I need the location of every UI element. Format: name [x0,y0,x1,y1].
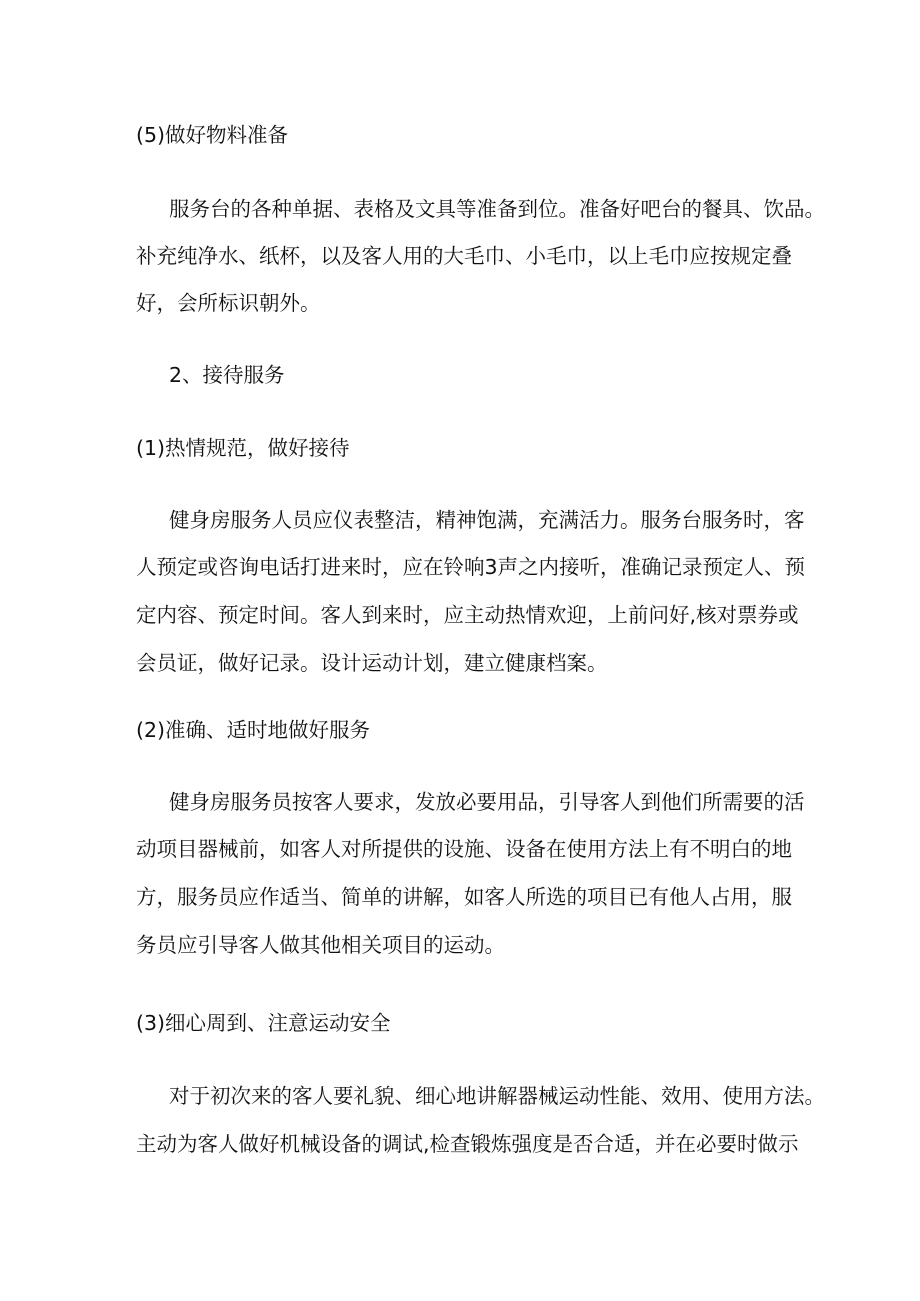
section-heading: (5)做好物料准备 [136,123,289,147]
paragraph-line: 务员应引导客人做其他相关项目的运动。 [136,933,505,957]
paragraph-line: 方，服务员应作适当、简单的讲解，如客人所选的项目已有他人占用，服 [136,885,792,909]
paragraph-line: 人预定或咨询电话打进来时，应在铃响3声之内接听，准确记录预定人、预 [136,555,806,579]
paragraph-line: 健身房服务员按客人要求，发放必要用品，引导客人到他们所需要的活 [169,790,805,814]
paragraph-line: 服务台的各种单据、表格及文具等准备到位。准备好吧台的餐具、饮品。 [169,197,825,221]
paragraph-line: 主动为客人做好机械设备的调试,检查锻炼强度是否合适，并在必要时做示 [136,1132,799,1156]
paragraph-line: 会员证，做好记录。设计运动计划，建立健康档案。 [136,651,608,675]
section-heading: (2)准确、适时地做好服务 [136,718,371,742]
paragraph-line: 定内容、预定时间。客人到来时，应主动热情欢迎，上前问好,核对票券或 [136,603,799,627]
paragraph-line: 补充纯净水、纸杯，以及客人用的大毛巾、小毛巾，以上毛巾应按规定叠 [136,244,792,268]
paragraph-line: 动项目器械前，如客人对所提供的设施、设备在使用方法上有不明白的地 [136,837,792,861]
paragraph-line: 对于初次来的客人要礼貌、细心地讲解器械运动性能、效用、使用方法。 [169,1084,825,1108]
section-heading: 2、接待服务 [169,363,285,387]
paragraph-line: 好，会所标识朝外。 [136,291,321,315]
section-heading: (3)细心周到、注意运动安全 [136,1011,391,1035]
section-heading: (1)热情规范，做好接待 [136,436,350,460]
paragraph-line: 健身房服务人员应仪表整洁，精神饱满，充满活力。服务台服务时，客 [169,508,805,532]
